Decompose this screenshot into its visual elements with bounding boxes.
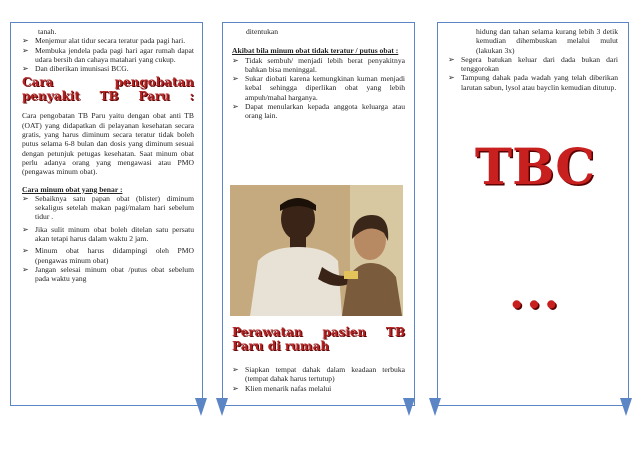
subheading-akibat: Akibat bila minum obat tidak teratur / putus obat : — [232, 46, 399, 56]
tbc-title: TBC — [474, 137, 596, 196]
bullet-arrow-icon: ➢ — [232, 383, 239, 393]
fold-marker-middle-right-icon — [403, 398, 415, 416]
col1-content — [22, 27, 194, 284]
bullet-arrow-icon: ➢ — [22, 264, 29, 274]
col2-lower-content — [232, 325, 405, 393]
bullet-item: ➢ Tidak sembuh/ menjadi lebih berat penyakitnya bahkan bisa meninggal. — [232, 55, 405, 74]
fold-marker-left-icon — [195, 398, 207, 416]
photo-illustration — [230, 185, 403, 316]
bullet-item: ➢ Menjemur alat tidur secara teratur pada pagi hari. — [22, 36, 186, 46]
couple-with-medicine-photo — [230, 185, 403, 316]
bullet-item: ➢ Jika sulit minum obat boleh ditelan satu persatu akan tetapi harus dalam waktu 2 jam. — [22, 224, 194, 244]
bullet-arrow-icon: ➢ — [232, 102, 239, 112]
bullet-arrow-icon: ➢ — [22, 64, 29, 74]
bullet-item: ➢ Klien menarik nafas melalui — [232, 383, 332, 393]
bullet-item: ➢ Membuka jendela pada pagi hari agar rumah dapat udara bersih dan cahaya matahari yang cukup. — [22, 45, 194, 64]
bullet-arrow-icon: ➢ — [22, 193, 29, 203]
fold-marker-right-left-icon — [429, 398, 441, 416]
fold-marker-middle-left-icon — [216, 398, 228, 416]
bullet-item: ➢ Dan diberikan imunisasi BCG. — [22, 64, 129, 74]
bullet-arrow-icon: ➢ — [22, 36, 29, 46]
bullet-item: ➢ Dapat menularkan kepada anggota keluarga atau orang lain. — [232, 102, 405, 121]
col2-fragment: ditentukan — [246, 27, 279, 36]
fold-marker-right-icon — [620, 398, 632, 416]
bullet-arrow-icon: ➢ — [448, 73, 455, 83]
col2-content — [232, 27, 405, 121]
bullet-arrow-icon: ➢ — [22, 224, 29, 234]
bullet-arrow-icon: ➢ — [232, 55, 239, 65]
bullet-item: ➢ Tampung dahak pada wadah yang telah diberikan larutan sabun, lysol atau bayclin kemudian ditutup. — [448, 73, 618, 92]
col1-paragraph: Cara pengobatan TB Paru yaitu dengan obat anti TB (OAT) yang didapatkan di pelayanan kesehatan secara gratis, yang harus diminum secara teratur tidak boleh putus selama 6-8 bulan dan dosis yang diminum sesuai dengan petunjuk petugas kesehatan. Saat minum obat perlu adanya orang yang mengawasi atau PMO (pengawas minum obat). — [22, 111, 194, 177]
bullet-item: ➢ Jangan selesai minum obat /putus obat sebelum pada waktu yang — [22, 264, 194, 284]
bullet-arrow-icon: ➢ — [448, 54, 455, 64]
ellipsis-dots: ... — [509, 268, 561, 319]
bullet-arrow-icon: ➢ — [232, 74, 239, 84]
bullet-arrow-icon: ➢ — [232, 365, 239, 374]
subheading-cara-minum-obat: Cara minum obat yang benar : — [22, 184, 123, 194]
bullet-item: ➢ Sukar diobati karena kemungkinan kuman menjadi kebal sehingga diperlikan obat yang lebih ampuh/mahal harganya. — [232, 74, 405, 102]
bullet-item: ➢ Siapkan tempat dahak dalam keadaan terbuka (tempat dahak harus tertutup) — [232, 365, 405, 384]
col3-content — [448, 27, 618, 92]
heading-perawatan-pasien: Perawatan pasien TB Paru di rumah — [232, 325, 405, 353]
heading-cara-pengobatan: Cara pengobatan penyakit TB Paru : — [22, 75, 194, 104]
col3-fragment: hidung dan tahan selama kurang lebih 3 detik kemudian dihembuskan melalui mulut (lakukan 3x) — [476, 27, 618, 55]
bullet-item: ➢ Sebaiknya satu papan obat (blister) diminum sekaligus setelah makan pagi/malam hari sebelum tidur . — [22, 193, 194, 222]
bullet-item: ➢ Minum obat harus didampingi oleh PMO (pengawas minum obat) — [22, 246, 194, 265]
bullet-arrow-icon: ➢ — [22, 45, 29, 55]
bullet-arrow-icon: ➢ — [22, 246, 29, 256]
bullet-item: ➢ Segera batukan keluar dari dada bukan dari tenggorokan — [448, 54, 618, 74]
col1-fragment: tanah. — [38, 27, 57, 36]
